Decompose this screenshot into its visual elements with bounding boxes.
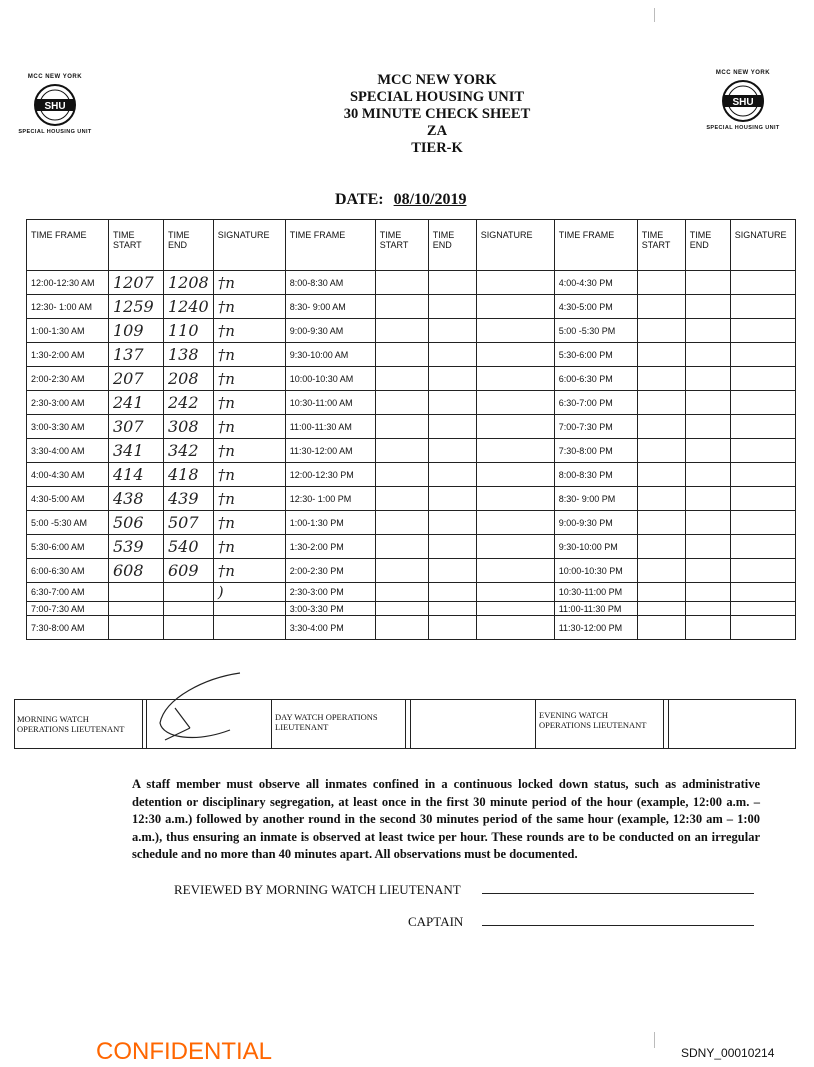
time-start-cell [637, 415, 685, 439]
signature-cell [730, 583, 795, 602]
signature-cell: †n [213, 535, 285, 559]
time-start-cell [375, 271, 428, 295]
signature-cell [476, 616, 554, 640]
signature-cell [730, 535, 795, 559]
time-frame-cell: 3:30-4:00 PM [285, 616, 375, 640]
header-tier: TIER-K [411, 140, 463, 156]
time-frame-cell: 6:30-7:00 PM [554, 391, 637, 415]
signature-cell [476, 463, 554, 487]
logo-bottom-text: SPECIAL HOUSING UNIT [18, 129, 92, 135]
time-frame-cell: 11:00-11:30 AM [285, 415, 375, 439]
shu-logo-left [0, 74, 110, 135]
time-start-cell: 241 [109, 391, 164, 415]
time-end-cell [685, 559, 730, 583]
time-end-cell [685, 535, 730, 559]
logo-top-text: MCC NEW YORK [715, 70, 771, 76]
time-end-cell [428, 616, 476, 640]
time-end-cell: 609 [164, 559, 214, 583]
table-row [27, 487, 796, 511]
time-frame-cell: 10:00-10:30 AM [285, 367, 375, 391]
column-header: SIGNATURE [213, 220, 285, 271]
time-start-cell [637, 616, 685, 640]
scan-mark [654, 1032, 655, 1048]
column-header: TIME FRAME [285, 220, 375, 271]
signature-cell [476, 487, 554, 511]
time-end-cell: 1240 [164, 295, 214, 319]
signature-cell [476, 271, 554, 295]
signature-cell: †n [213, 271, 285, 295]
time-frame-cell: 2:30-3:00 AM [27, 391, 109, 415]
table-header-row [27, 220, 796, 271]
signature-cell: †n [213, 439, 285, 463]
time-start-cell [637, 295, 685, 319]
time-frame-cell: 10:30-11:00 PM [554, 583, 637, 602]
time-frame-cell: 3:00-3:30 AM [27, 415, 109, 439]
signature-cell [476, 367, 554, 391]
column-header: TIME FRAME [554, 220, 637, 271]
time-end-cell: 308 [164, 415, 214, 439]
time-end-cell: 1208 [164, 271, 214, 295]
time-start-cell [637, 463, 685, 487]
time-frame-cell: 3:30-4:00 AM [27, 439, 109, 463]
signature-cell: †n [213, 463, 285, 487]
signature-cell [476, 391, 554, 415]
time-start-cell [637, 343, 685, 367]
time-start-cell [637, 602, 685, 616]
table-row [27, 583, 796, 602]
signature-cell [730, 367, 795, 391]
time-frame-cell: 7:00-7:30 PM [554, 415, 637, 439]
time-end-cell [428, 463, 476, 487]
time-frame-cell: 11:00-11:30 PM [554, 602, 637, 616]
time-frame-cell: 4:30-5:00 PM [554, 295, 637, 319]
time-end-cell [428, 295, 476, 319]
time-start-cell [637, 439, 685, 463]
time-frame-cell: 1:30-2:00 AM [27, 343, 109, 367]
time-end-cell: 242 [164, 391, 214, 415]
time-frame-cell: 9:30-10:00 AM [285, 343, 375, 367]
time-frame-cell: 6:00-6:30 PM [554, 367, 637, 391]
time-frame-cell: 12:30- 1:00 AM [27, 295, 109, 319]
time-end-cell [685, 319, 730, 343]
review-captain-label: CAPTAIN [408, 914, 464, 929]
time-frame-cell: 5:00 -5:30 PM [554, 319, 637, 343]
signature-cell: †n [213, 559, 285, 583]
time-start-cell [637, 271, 685, 295]
time-frame-cell: 11:30-12:00 PM [554, 616, 637, 640]
time-start-cell [375, 391, 428, 415]
time-frame-cell: 12:00-12:30 PM [285, 463, 375, 487]
review-morning-signature-line [482, 893, 754, 894]
time-start-cell [375, 367, 428, 391]
time-frame-cell: 6:30-7:00 AM [27, 583, 109, 602]
lieutenant-signature-scribble [135, 668, 275, 748]
column-header: TIME END [164, 220, 214, 271]
signature-cell: †n [213, 487, 285, 511]
table-row [27, 343, 796, 367]
time-end-cell [685, 295, 730, 319]
time-start-cell [637, 487, 685, 511]
time-frame-cell: 2:00-2:30 PM [285, 559, 375, 583]
time-frame-cell: 8:00-8:30 AM [285, 271, 375, 295]
time-end-cell [685, 602, 730, 616]
scan-mark [654, 8, 655, 22]
time-frame-cell: 4:00-4:30 AM [27, 463, 109, 487]
table-row [27, 295, 796, 319]
signature-cell [730, 602, 795, 616]
time-frame-cell: 6:00-6:30 AM [27, 559, 109, 583]
time-start-cell: 539 [109, 535, 164, 559]
time-end-cell [428, 391, 476, 415]
shu-logo-right [688, 70, 798, 131]
signature-cell [730, 391, 795, 415]
time-end-cell [685, 415, 730, 439]
time-end-cell [428, 439, 476, 463]
time-start-cell: 608 [109, 559, 164, 583]
signature-cell [730, 319, 795, 343]
time-start-cell [375, 583, 428, 602]
time-start-cell [375, 559, 428, 583]
time-start-cell [375, 295, 428, 319]
time-start-cell [375, 439, 428, 463]
table-row [27, 271, 796, 295]
column-header: SIGNATURE [476, 220, 554, 271]
time-end-cell [428, 511, 476, 535]
column-header: TIME FRAME [27, 220, 109, 271]
policy-notice: A staff member must observe all inmates confined in a continuous locked down status, such as administrative detention or disciplinary segregation, at least once in the first 30 minute period of the hour (example, 12:00 a.m. – 12:30 a.m.) followed by another round in the second 30 minutes period of the same hour (example, 12:30 am – 1:00 a.m.), thus ensuring an inmate is observed at least twice per hour. These rounds are to be conducted on an irregular schedule and no more than 40 minutes apart. All observations must be documented. [132, 777, 760, 861]
column-header: TIME START [375, 220, 428, 271]
time-start-cell [375, 463, 428, 487]
signature-cell [730, 463, 795, 487]
time-end-cell [428, 487, 476, 511]
time-start-cell: 137 [109, 343, 164, 367]
time-end-cell [164, 602, 214, 616]
column-header: TIME END [685, 220, 730, 271]
time-end-cell [685, 391, 730, 415]
time-frame-cell: 1:30-2:00 PM [285, 535, 375, 559]
time-frame-cell: 7:00-7:30 AM [27, 602, 109, 616]
time-end-cell [428, 343, 476, 367]
signature-cell: †n [213, 415, 285, 439]
time-start-cell [375, 602, 428, 616]
time-end-cell [685, 463, 730, 487]
table-row [27, 616, 796, 640]
shu-emblem-icon [32, 83, 78, 127]
signature-cell [213, 616, 285, 640]
column-header: TIME START [109, 220, 164, 271]
table-row [27, 602, 796, 616]
time-start-cell [637, 319, 685, 343]
time-start-cell [637, 535, 685, 559]
time-end-cell: 540 [164, 535, 214, 559]
header-range: ZA [426, 123, 448, 139]
time-start-cell: 1259 [109, 295, 164, 319]
time-frame-cell: 5:00 -5:30 AM [27, 511, 109, 535]
time-frame-cell: 5:30-6:00 PM [554, 343, 637, 367]
time-frame-cell: 9:30-10:00 PM [554, 535, 637, 559]
date-label: DATE: [335, 191, 384, 208]
table-row [27, 511, 796, 535]
time-start-cell [109, 616, 164, 640]
review-morning-label: REVIEWED BY MORNING WATCH LIEUTENANT [174, 882, 461, 897]
time-start-cell: 1207 [109, 271, 164, 295]
evening-watch-label: EVENING WATCH OPERATIONS LIEUTENANT [539, 710, 647, 730]
signature-cell [730, 616, 795, 640]
confidential-stamp: CONFIDENTIAL [96, 1038, 273, 1065]
column-header: TIME END [428, 220, 476, 271]
time-end-cell: 110 [164, 319, 214, 343]
time-start-cell [375, 535, 428, 559]
morning-watch-label: MORNING WATCH OPERATIONS LIEUTENANT [17, 714, 125, 734]
signature-cell [476, 295, 554, 319]
time-frame-cell: 9:00-9:30 AM [285, 319, 375, 343]
time-end-cell: 507 [164, 511, 214, 535]
signature-cell [730, 559, 795, 583]
signature-cell [730, 343, 795, 367]
table-row [27, 319, 796, 343]
time-end-cell [685, 271, 730, 295]
date-row [335, 191, 466, 209]
time-end-cell [428, 415, 476, 439]
time-frame-cell: 9:00-9:30 PM [554, 511, 637, 535]
time-start-cell [109, 583, 164, 602]
table-row [27, 415, 796, 439]
bates-number: SDNY_00010214 [681, 1046, 775, 1060]
review-captain-signature-line [482, 925, 754, 926]
signature-cell: †n [213, 343, 285, 367]
signature-cell [476, 343, 554, 367]
column-header: SIGNATURE [730, 220, 795, 271]
table-row [27, 559, 796, 583]
time-start-cell [109, 602, 164, 616]
time-frame-cell: 11:30-12:00 AM [285, 439, 375, 463]
table-row [27, 535, 796, 559]
header-facility: MCC NEW YORK [377, 72, 497, 88]
time-end-cell [685, 439, 730, 463]
time-frame-cell: 2:00-2:30 AM [27, 367, 109, 391]
svg-text:SHU: SHU [44, 101, 66, 112]
signature-cell [476, 535, 554, 559]
time-start-cell: 438 [109, 487, 164, 511]
time-start-cell: 207 [109, 367, 164, 391]
time-start-cell: 414 [109, 463, 164, 487]
time-start-cell [637, 583, 685, 602]
column-header: TIME START [637, 220, 685, 271]
time-start-cell [637, 559, 685, 583]
time-start-cell [637, 367, 685, 391]
time-start-cell [375, 487, 428, 511]
time-frame-cell: 5:30-6:00 AM [27, 535, 109, 559]
signature-cell [730, 439, 795, 463]
time-end-cell: 138 [164, 343, 214, 367]
logo-top-text: MCC NEW YORK [27, 74, 83, 80]
signature-cell: †n [213, 391, 285, 415]
time-end-cell: 342 [164, 439, 214, 463]
time-start-cell: 341 [109, 439, 164, 463]
time-start-cell: 307 [109, 415, 164, 439]
signature-cell [476, 559, 554, 583]
time-end-cell [428, 319, 476, 343]
signature-cell [730, 415, 795, 439]
time-end-cell [428, 559, 476, 583]
time-start-cell [375, 343, 428, 367]
time-end-cell [428, 602, 476, 616]
time-frame-cell: 2:30-3:00 PM [285, 583, 375, 602]
signature-cell [213, 602, 285, 616]
time-start-cell [637, 511, 685, 535]
signature-cell [730, 271, 795, 295]
signature-cell [476, 439, 554, 463]
table-row [27, 367, 796, 391]
signature-cell: †n [213, 367, 285, 391]
time-start-cell: 506 [109, 511, 164, 535]
time-end-cell: 208 [164, 367, 214, 391]
time-frame-cell: 12:30- 1:00 PM [285, 487, 375, 511]
time-frame-cell: 7:30-8:00 AM [27, 616, 109, 640]
signature-cell [476, 511, 554, 535]
time-end-cell [164, 616, 214, 640]
time-end-cell: 439 [164, 487, 214, 511]
time-start-cell [375, 319, 428, 343]
time-frame-cell: 1:00-1:30 AM [27, 319, 109, 343]
header-unit: SPECIAL HOUSING UNIT [349, 89, 525, 105]
day-watch-label: DAY WATCH OPERATIONS LIEUTENANT [275, 712, 378, 732]
time-frame-cell: 8:00-8:30 PM [554, 463, 637, 487]
date-value: 08/10/2019 [393, 191, 467, 208]
time-start-cell: 109 [109, 319, 164, 343]
time-start-cell [375, 415, 428, 439]
time-start-cell [375, 616, 428, 640]
time-end-cell [685, 367, 730, 391]
header-sheet-title: 30 MINUTE CHECK SHEET [343, 106, 531, 122]
time-frame-cell: 8:30- 9:00 AM [285, 295, 375, 319]
time-frame-cell: 7:30-8:00 PM [554, 439, 637, 463]
table-row [27, 439, 796, 463]
time-frame-cell: 3:00-3:30 PM [285, 602, 375, 616]
signature-cell [730, 295, 795, 319]
time-frame-cell: 1:00-1:30 PM [285, 511, 375, 535]
time-frame-cell: 4:30-5:00 AM [27, 487, 109, 511]
signature-cell: †n [213, 511, 285, 535]
lieutenant-signature-box [14, 699, 796, 749]
time-end-cell: 418 [164, 463, 214, 487]
time-frame-cell: 10:30-11:00 AM [285, 391, 375, 415]
signature-cell: †n [213, 319, 285, 343]
time-end-cell [428, 367, 476, 391]
table-row [27, 391, 796, 415]
signature-cell [730, 487, 795, 511]
shu-emblem-icon [720, 79, 766, 123]
time-end-cell [685, 487, 730, 511]
time-start-cell [637, 391, 685, 415]
check-sheet-table [26, 219, 796, 640]
time-end-cell [428, 535, 476, 559]
time-end-cell [428, 271, 476, 295]
time-end-cell [685, 616, 730, 640]
svg-text:SHU: SHU [732, 97, 754, 108]
time-frame-cell: 12:00-12:30 AM [27, 271, 109, 295]
signature-cell [730, 511, 795, 535]
signature-cell: †n [213, 295, 285, 319]
time-start-cell [375, 511, 428, 535]
signature-cell [476, 415, 554, 439]
time-end-cell [164, 583, 214, 602]
time-frame-cell: 8:30- 9:00 PM [554, 487, 637, 511]
table-row [27, 463, 796, 487]
document-header [300, 72, 574, 157]
signature-cell [476, 583, 554, 602]
time-end-cell [685, 343, 730, 367]
signature-cell [476, 602, 554, 616]
logo-bottom-text: SPECIAL HOUSING UNIT [706, 125, 780, 131]
time-frame-cell: 10:00-10:30 PM [554, 559, 637, 583]
time-end-cell [685, 511, 730, 535]
time-frame-cell: 4:00-4:30 PM [554, 271, 637, 295]
time-end-cell [428, 583, 476, 602]
time-end-cell [685, 583, 730, 602]
signature-cell [476, 319, 554, 343]
signature-cell: ) [213, 583, 285, 602]
